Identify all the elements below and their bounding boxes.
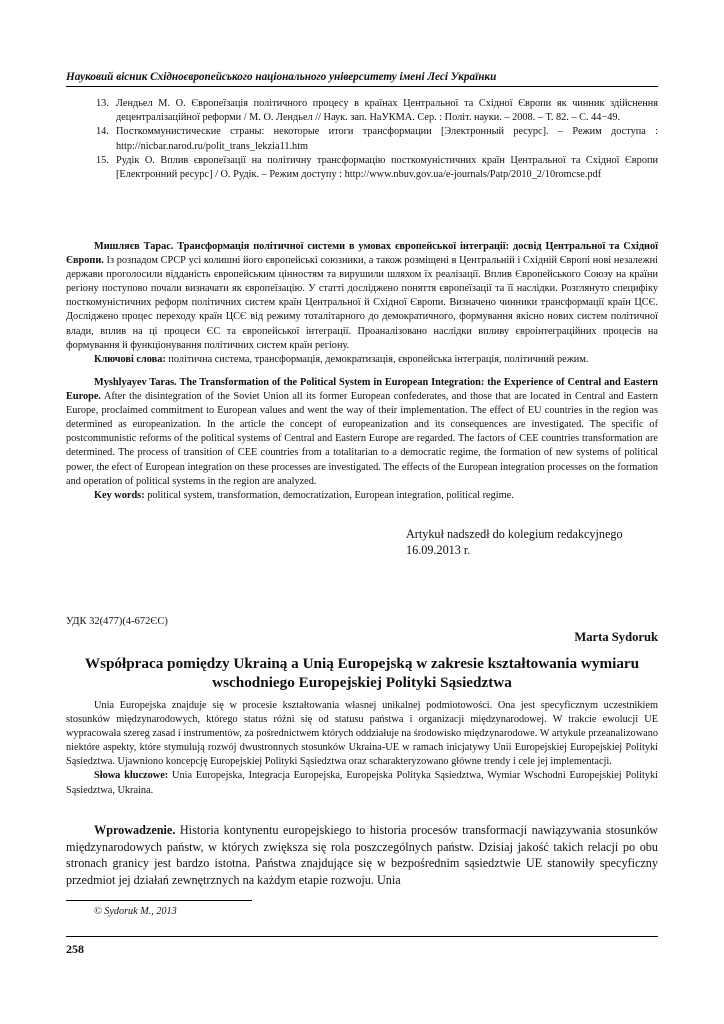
abstract-english-keywords xyxy=(66,489,658,503)
abstract-polish-body: Unia Europejska znajduje się w procesie kształtowania własnej unikalnej podmiotowości. Ona jest specyficznym uczestnikiem stosunków międzynarodowych, którego status różni się od statusu państwa i organizacji międzynarodowej. W trakcie ewolucji UE wypracowała szereg zasad i instrumentów, za pośrednictwem których oddziałuje na środowisko międzynarodowe. W artykule przeanalizowano niektóre aspekty, które stymulują rozwój dwustronnych stosunków Ukraina-UE w ramach inicjatywy Unii Europejskiej Europejskiej Polityki Sąsiedztwa. Ujawniono koncepcję Europejskiej Polityki Sąsiedztwa oraz scharakteryzowano główne trendy i cele jej implementacji. xyxy=(66,700,658,768)
received-note-date: 16.09.2013 r. xyxy=(406,543,471,557)
abstract-ukrainian-heading: Мишляєв Тарас. Трансформація політичної системи в умовах європейської інтеграції: досвід Центральної та Східної Європи. xyxy=(66,241,658,267)
reference-item xyxy=(96,125,658,153)
page-number: 258 xyxy=(66,942,84,956)
abstract-ukrainian xyxy=(66,240,658,367)
reference-text: Посткоммунистические страны: некоторые итоги трансформации [Электронный ресурс]. – Режим доступа : http://nicbar.narod.ru/polit_trans_lekzia11.htm xyxy=(116,126,658,152)
abstract-ukrainian-body xyxy=(66,240,658,353)
keywords-label: Słowa kluczowe: xyxy=(94,770,169,782)
abstract-english-text: After the disintegration of the Soviet Union all its former European confederates, and those that are located in Central and Eastern Europe, proclaimed commitment to European values and went the way of their implementation. The effect of EU countries in the region was determined as europeanization. In the article the concept of europeanization and its consequences are investigated. The specific of postcommunistic reforms of the political systems of Central and Eastern Europe are regarded. The factors of CEE countries transformation are determined. The process of transition of CEE countries from a totalitarian to a democratic regime, the formation of new systems of political power, the efect of European integration on these processes are investigated. The effects of the European integration processes on the formation and operation of political systems in the region are analyzed. xyxy=(66,391,658,487)
reference-number: 13. xyxy=(96,98,109,109)
abstract-ukrainian-keywords xyxy=(66,353,658,367)
abstract-english-heading: Myshlyayev Taras. The Transformation of the Political System in European Integration: the Experience of Central and Eastern Europe. xyxy=(66,377,658,403)
keywords-text: political system, transformation, democratization, European integration, political regime. xyxy=(144,489,514,501)
journal-page xyxy=(66,0,658,1024)
article-title-line1: Współpraca pomiędzy Ukrainą a Unią Europejską w zakresie kształtowania wymiaru xyxy=(84,655,640,672)
footnote-divider xyxy=(66,900,252,901)
reference-item xyxy=(96,154,658,182)
introduction-text: Historia kontynentu europejskiego to historia procesów transformacji nawiązywania stosunków międzynarodowych państw, w których zwiększa się rola poszczególnych państw. Dzisiaj jakość takich relacji po obu stronach granicy jest bardzo istotna. Państwa znajdujące się w bezpośrednim sąsiedztwie UE stanowiły specyficzny przedmiot jej działań zewnętrznych na każdym etapie rozwoju. Unia xyxy=(66,823,658,887)
introduction-paragraph xyxy=(66,822,658,888)
introduction-label: Wprowadzenie. xyxy=(94,823,176,837)
keywords-label: Key words: xyxy=(94,489,145,501)
copyright-footnote: © Sydoruk M., 2013 xyxy=(94,906,177,917)
reference-list xyxy=(96,97,658,182)
reference-text: Лендьел М. О. Європеїзація політичного процесу в країнах Центральної та Східної Європи як чинник здійснення децентралізаційної реформи / М. О. Лендьел // Наук. зап. НаУКМА. Сер. : Політ. науки. – 2008. – Т. 82. – С. 44−49. xyxy=(116,98,658,124)
reference-item xyxy=(96,97,658,125)
reference-number: 15. xyxy=(96,154,109,166)
header-divider xyxy=(66,86,658,87)
abstract-polish-keywords xyxy=(66,769,658,797)
article-title-line2: wschodniego Europejskiej Polityki Sąsiedztwa xyxy=(212,674,512,691)
abstract-polish xyxy=(66,699,658,798)
introduction-section xyxy=(66,822,658,888)
received-note xyxy=(406,526,658,558)
reference-number: 14. xyxy=(96,126,109,138)
keywords-text: Unia Europejska, Integracja Europejska, Europejska Polityka Sąsiedztwa, Wymiar Wschodni Europejskiej Polityki Sąsiedztwa, Ukraina. xyxy=(66,770,658,796)
abstract-english-body xyxy=(66,376,658,489)
abstract-english xyxy=(66,376,658,503)
keywords-text: політична система, трансформація, демократизація, європейська інтеграція, політичний режим. xyxy=(165,353,589,365)
reference-text: Рудік О. Вплив європеїзації на політичну трансформацію посткомуністичних країн Центральної та Східної Європи [Електронний ресурс] / О. Рудік. – Режим доступу : http://www.nbuv.gov.ua/e-journals/Patp/2010_2/10romcse.pdf xyxy=(116,154,658,181)
author-name: Marta Sydoruk xyxy=(574,630,658,644)
keywords-label: Ключові слова: xyxy=(94,353,166,365)
received-note-line1: Artykuł nadszedł do kolegium redakcyjnego xyxy=(406,527,623,541)
running-head: Науковий вісник Східноєвропейського національного університету імені Лесі Українки xyxy=(66,71,497,83)
article-title xyxy=(66,654,658,692)
udc-code: УДК 32(477)(4-672ЄС) xyxy=(66,616,168,627)
footer-divider xyxy=(66,936,658,937)
abstract-ukrainian-text: Із розпадом СРСР усі колишні його європейські союзники, а також розміщені в Центральній і Східній Європі нові незалежні держави проголосили відданість європейським цінностям та вирушили шляхом їх реалізації. Вплив Європейського Союзу на країни регіону поступово почали визначати як європеїзацію. У статті досліджено поняття європеїзації та її наслідки. Розглянуто специфіку посткомуністичних реформ політичних систем країн Центральної й Східної Європи. Визначено чинники трансформації країн ЦСЄ. Досліджено процес переходу країн ЦСЄ від режиму тоталітарного до демократичного, формування якісно нових систем політичної влади, вплив на ці процеси ЄС та європейської інтеграції. Проаналізовано наслідки впливу євроінтеграційних процесів на формування й функціонування політичних систем країн регіону. xyxy=(66,255,658,351)
